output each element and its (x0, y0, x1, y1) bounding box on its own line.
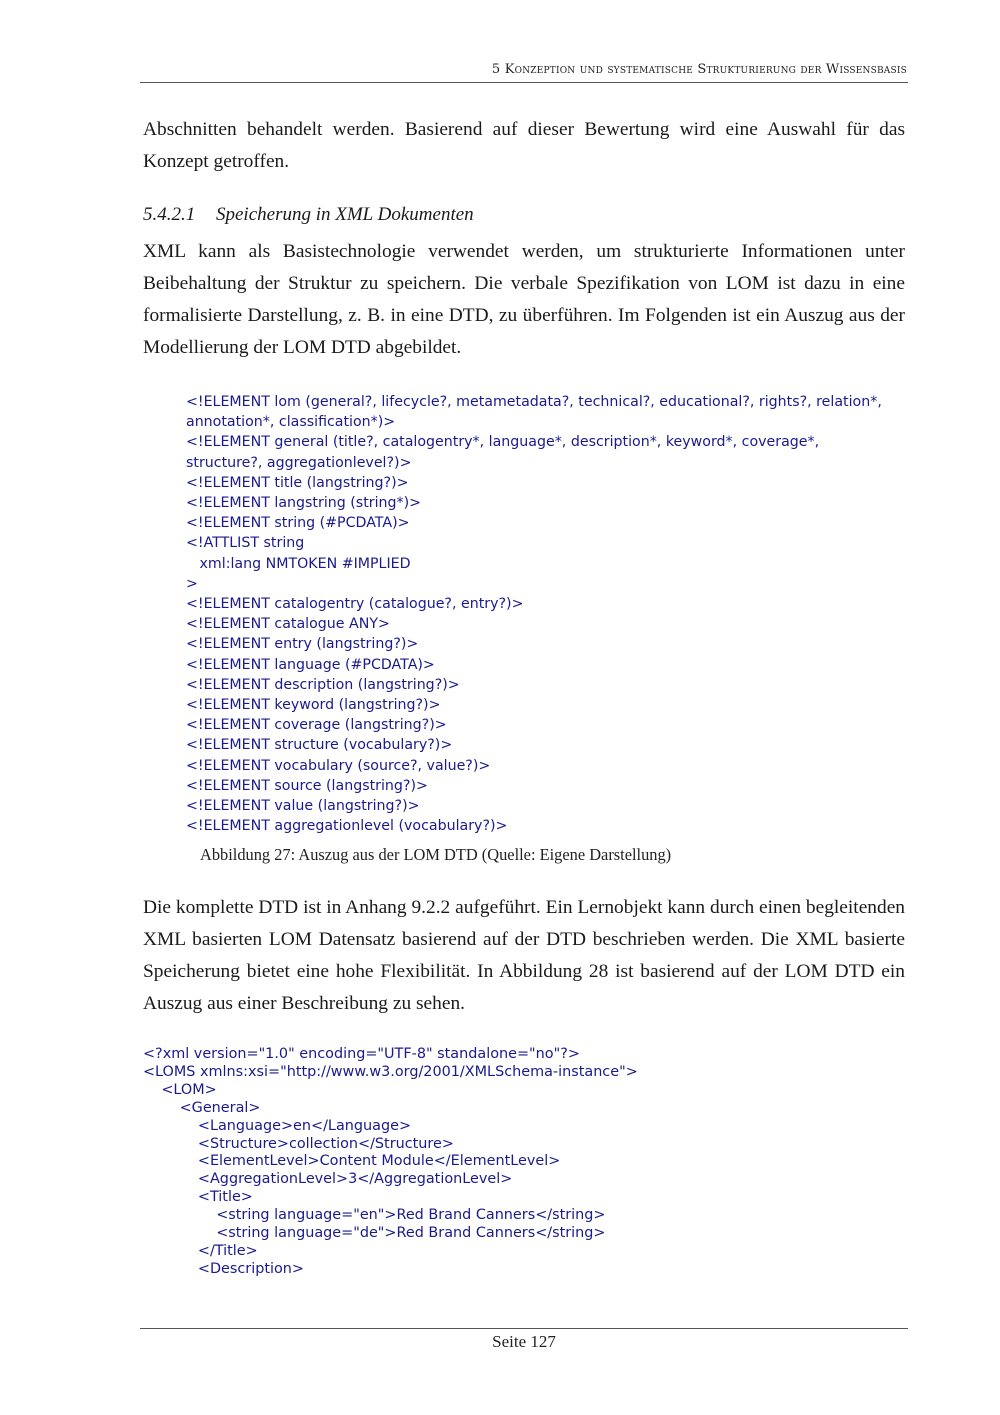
figure-caption: Abbildung 27: Auszug aus der LOM DTD (Quelle: Eigene Darstellung) (200, 845, 672, 864)
code-line: <?xml version="1.0" encoding="UTF-8" standalone="no"?> (143, 1046, 580, 1062)
code-line: <!ELEMENT catalogentry (catalogue?, entry?)> (186, 596, 524, 613)
running-header (140, 62, 907, 77)
code-line: </Title> (143, 1242, 258, 1259)
code-line: <Structure>collection</Structure> (143, 1135, 454, 1152)
code-line: <!ELEMENT general (title?, catalogentry*, language*, description*, keyword*, coverage*, (186, 434, 820, 451)
code-line: <ElementLevel>Content Module</ElementLevel> (143, 1153, 561, 1170)
footer-divider (140, 1328, 908, 1329)
code-line: <!ELEMENT lom (general?, lifecycle?, metametadata?, technical?, educational?, rights?, relation*, (186, 394, 882, 410)
code-line: <!ELEMENT vocabulary (source?, value?)> (186, 757, 491, 774)
code-line: <LOMS xmlns:xsi="http://www.w3.org/2001/XMLSchema-instance"> (143, 1063, 638, 1080)
section-number: 5.4.2.1 (143, 204, 196, 225)
code-line: <!ELEMENT catalogue ANY> (186, 616, 390, 633)
header-divider (140, 82, 908, 83)
xml-code-listing (143, 1046, 903, 1279)
paragraph-dtd-description: Die komplette DTD ist in Anhang 9.2.2 aufgeführt. Ein Lernobjekt kann durch einen begleitenden XML basierten LOM Datensatz basierend auf der DTD beschrieben werden. Die XML basierte Speicherung bietet eine hohe Flexibilität. In Abbildung 28 ist basierend auf der LOM DTD ein Auszug aus einer Beschreibung zu sehen. (143, 897, 905, 1014)
code-line: <!ELEMENT title (langstring?)> (186, 474, 409, 491)
code-line: <!ELEMENT string (#PCDATA)> (186, 515, 410, 532)
code-line: <!ELEMENT value (langstring?)> (186, 798, 420, 815)
code-line: <!ELEMENT keyword (langstring?)> (186, 697, 441, 714)
code-line: <LOM> (143, 1081, 217, 1098)
code-line: <AggregationLevel>3</AggregationLevel> (143, 1171, 513, 1188)
section-heading (143, 204, 474, 226)
code-line: <Title> (143, 1189, 253, 1206)
code-line: <General> (143, 1099, 261, 1116)
code-line: <!ATTLIST string (186, 535, 305, 552)
running-header-title: 5 Konzeption und systematische Strukturierung der Wissensbasis (491, 62, 907, 77)
code-line: <!ELEMENT language (#PCDATA)> (186, 656, 435, 673)
code-line: <!ELEMENT coverage (langstring?)> (186, 717, 447, 734)
page-number: Seite 127 (492, 1332, 556, 1351)
code-line: <Description> (143, 1260, 304, 1277)
code-line: structure?, aggregationlevel?)> (186, 454, 412, 471)
code-line: <!ELEMENT langstring (string*)> (186, 495, 422, 512)
dtd-code-listing (186, 392, 896, 836)
code-line: annotation*, classification*)> (186, 414, 396, 431)
code-line: <string language="de">Red Brand Canners</string> (143, 1225, 606, 1242)
paragraph-xml-basis: XML kann als Basistechnologie verwendet werden, um strukturierte Informationen unter Beibehaltung der Struktur zu speichern. Die verbale Spezifikation von LOM ist dazu in eine formalisierte Darstellung, z. B. in eine DTD, zu überführen. Im Folgenden ist ein Auszug aus der Modellierung der LOM DTD abgebildet. (143, 241, 905, 358)
code-line: <!ELEMENT entry (langstring?)> (186, 636, 419, 653)
code-line: xml:lang NMTOKEN #IMPLIED (186, 555, 411, 572)
code-line: <string language="en">Red Brand Canners</string> (143, 1207, 606, 1224)
code-line: <!ELEMENT structure (vocabulary?)> (186, 737, 453, 754)
code-line: <Language>en</Language> (143, 1117, 411, 1134)
code-line: <!ELEMENT description (langstring?)> (186, 676, 460, 693)
section-title: Speicherung in XML Dokumenten (216, 204, 474, 225)
code-line: > (186, 575, 198, 592)
paragraph-intro: Abschnitten behandelt werden. Basierend auf dieser Bewertung wird eine Auswahl für das Konzept getroffen. (143, 119, 905, 172)
code-line: <!ELEMENT aggregationlevel (vocabulary?)> (186, 818, 508, 835)
code-line: <!ELEMENT source (langstring?)> (186, 777, 428, 794)
